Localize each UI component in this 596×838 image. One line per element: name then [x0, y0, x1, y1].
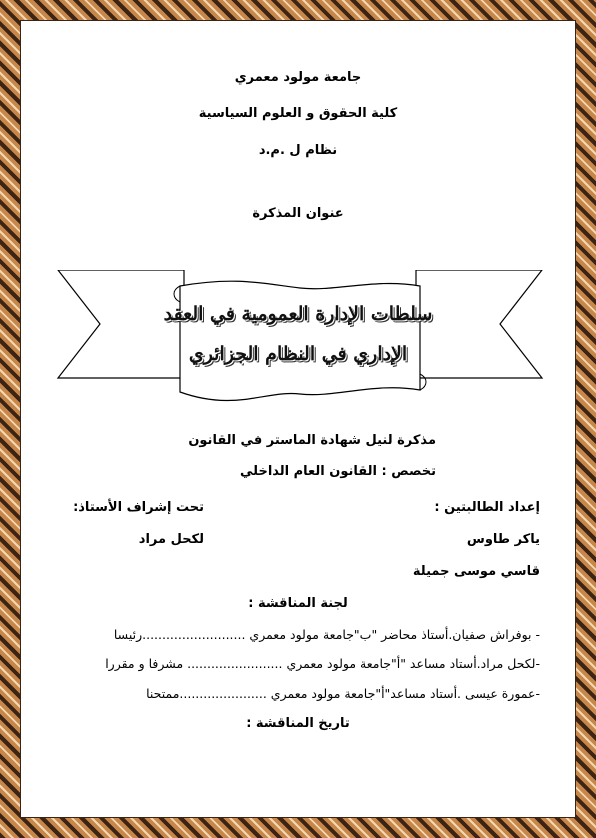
- degree-text: مذكرة لنيل شهادة الماستر في القانون: [188, 433, 436, 448]
- committee-member-2: -لكحل مراد.أستاد مساعد "أ"جامعة مولود معمري ........................ مشرفا و مقررا: [105, 656, 540, 671]
- student-2: قاسي موسى جميلة: [412, 564, 540, 579]
- memo-title-label: عنوان المذكرة: [252, 206, 344, 221]
- banner-title-line-2: الإداري في النظام الجزائري: [188, 343, 408, 365]
- system-name: نظام ل .م.د: [258, 143, 338, 158]
- discussion-date-label: تاريخ المناقشة :: [246, 716, 350, 731]
- committee-member-3: -عمورة عيسى .أستاد مساعد"أ"جامعة مولود معمري ......................ممتحنا: [146, 686, 540, 701]
- supervisor-label: تحت إشراف الأستاذ:: [73, 500, 204, 515]
- committee-member-1: - بوفراش صفيان.أستاذ محاضر "ب"جامعة مولود معمري ..........................رئيسا: [113, 627, 540, 642]
- university-name: جامعة مولود معمري: [234, 70, 362, 85]
- prepared-by-label: إعداد الطالبتين :: [434, 500, 540, 515]
- student-1: ياكر طاوس: [466, 532, 540, 547]
- banner-title-line-1: سلطات الإدارة العمومية في العقد: [163, 303, 433, 325]
- supervisor-name: لكحل مراد: [138, 532, 204, 547]
- specialty-text: تخصص : القانون العام الداخلي: [239, 464, 436, 479]
- committee-label: لجنة المناقشة :: [248, 596, 348, 611]
- faculty-name: كلية الحقوق و العلوم السياسية: [198, 106, 398, 121]
